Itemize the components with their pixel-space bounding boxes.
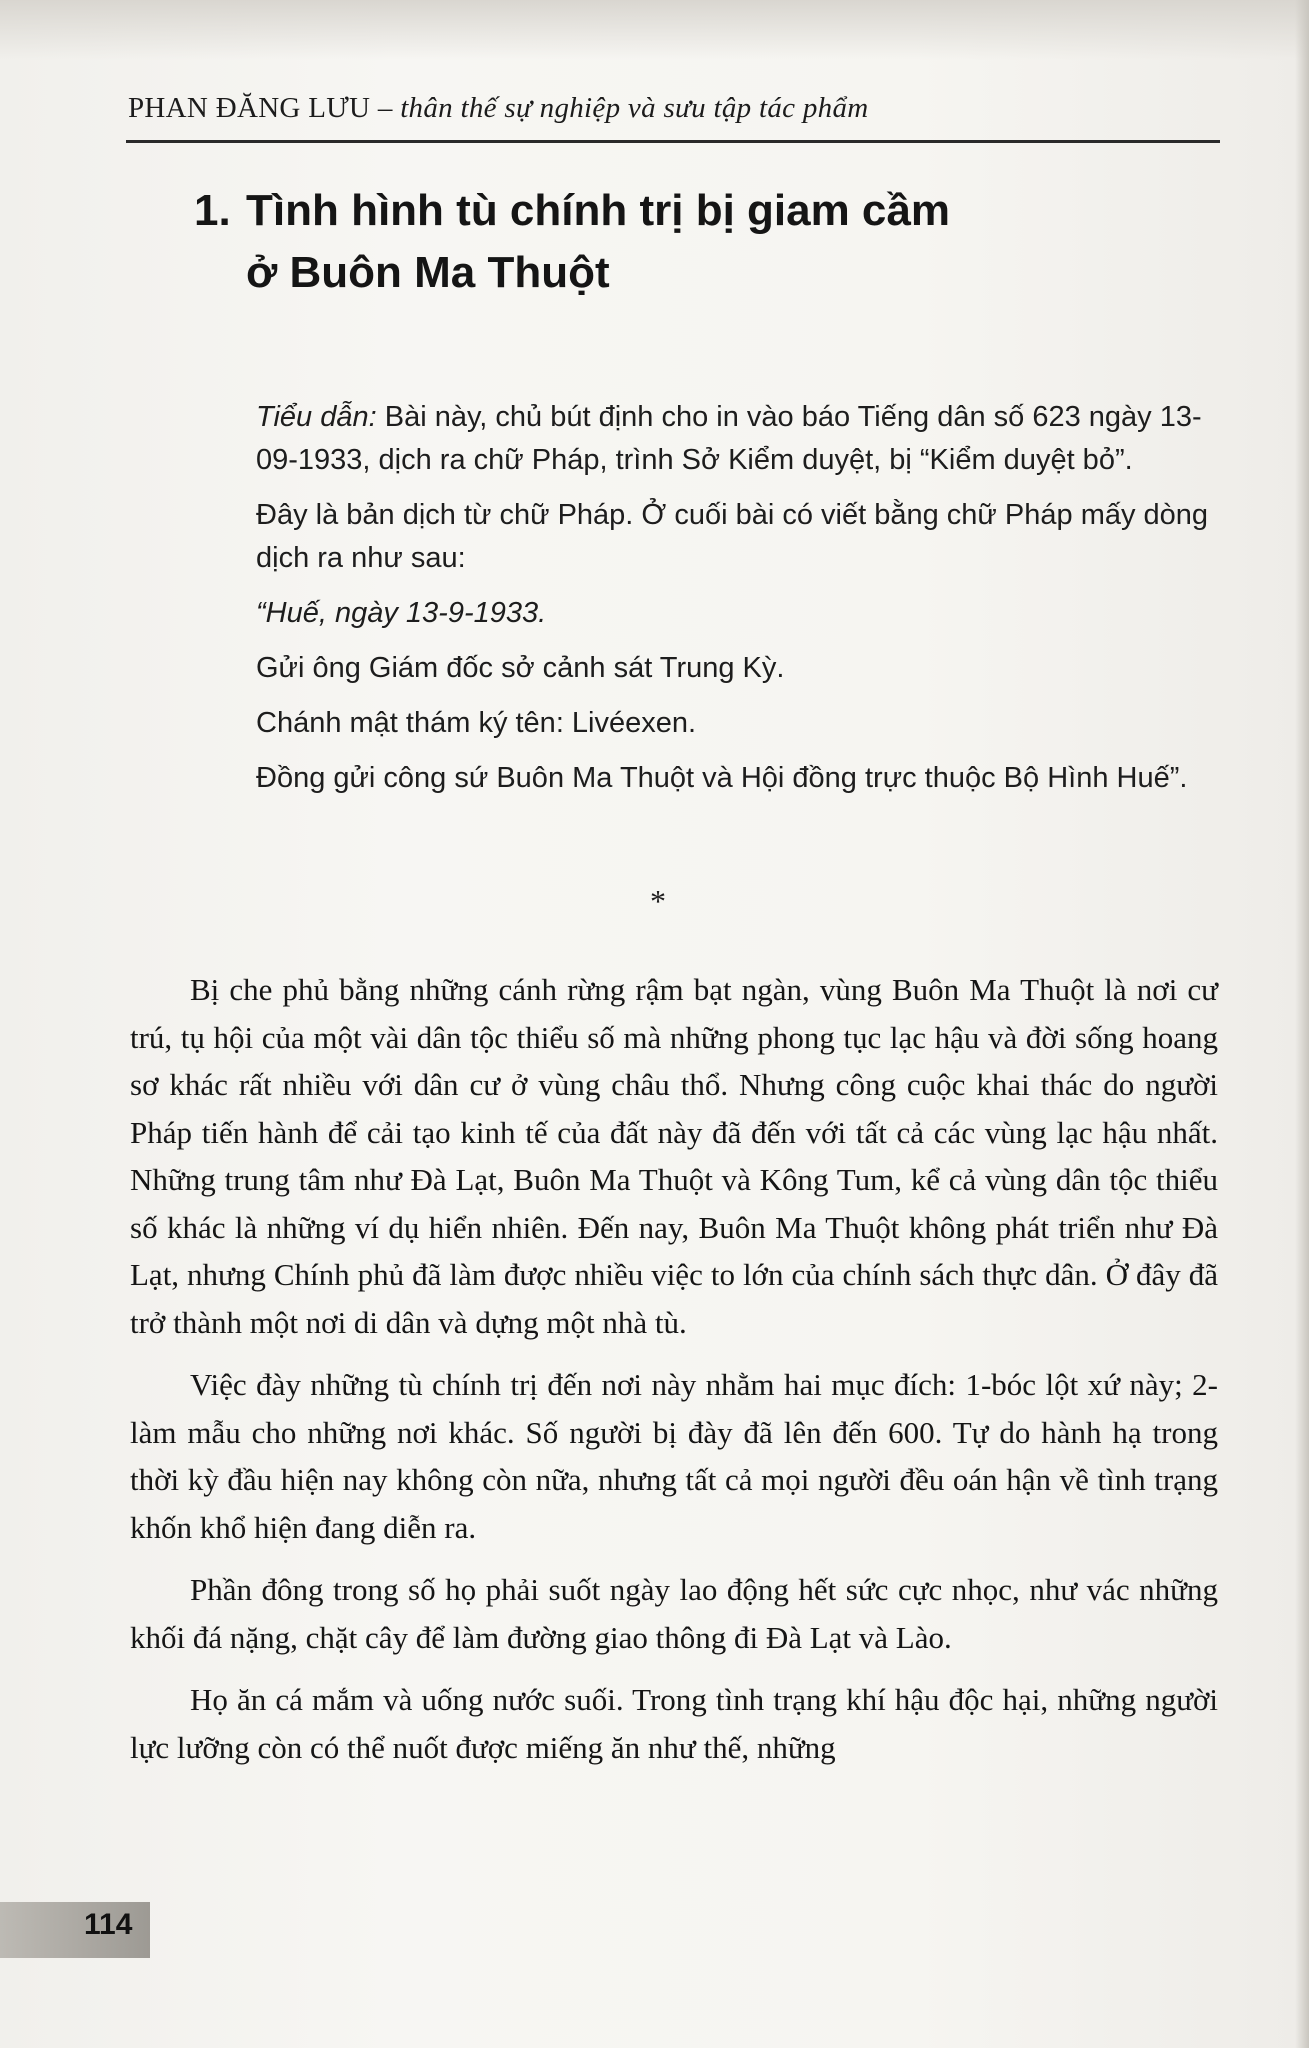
intro-paragraph-2: Đây là bản dịch từ chữ Pháp. Ở cuối bài có viết bằng chữ Pháp mấy dòng dịch ra như sau:	[256, 499, 1209, 574]
intro-paragraph-1	[256, 396, 1216, 482]
running-head-separator: –	[370, 92, 401, 124]
section-separator: *	[650, 883, 666, 919]
right-page-edge	[1295, 0, 1309, 2048]
page-number: 114	[84, 1908, 133, 1941]
body-paragraph-2: Việc đày những tù chính trị đến nơi này nhằm hai mục đích: 1-bóc lột xứ này; 2-làm mẫu cho những nơi khác. Số người bị đày đã lên đến 600. Tự do hành hạ trong thời kỳ đầu hiện nay không còn nữa, nhưng tất cả mọi người đều oán hận về tình trạng khốn khổ hiện đang diễn ra.	[130, 1367, 1218, 1545]
chapter-title-line2: ở Buôn Ma Thuột	[246, 248, 610, 297]
body-text	[130, 966, 1218, 1786]
body-paragraph-1: Bị che phủ bằng những cánh rừng rậm bạt ngàn, vùng Buôn Ma Thuột là nơi cư trú, tụ hội của một vài dân tộc thiểu số mà những phong tục lạc hậu và đời sống hoang sơ khác rất nhiều với dân cư ở vùng châu thổ. Nhưng công cuộc khai thác do người Pháp tiến hành để cải tạo kinh tế của đất này đã đến với tất cả các vùng lạc hậu nhất. Những trung tâm như Đà Lạt, Buôn Ma Thuột và Kông Tum, kể cả vùng dân tộc thiểu số khác là những ví dụ hiển nhiên. Đến nay, Buôn Ma Thuột không phát triển như Đà Lạt, nhưng Chính phủ đã làm được nhiều việc to lớn của chính sách thực dân. Ở đây đã trở thành một nơi di dân và dựng một nhà tù.	[130, 972, 1218, 1340]
running-head	[128, 92, 1218, 125]
body-paragraph-3: Phần đông trong số họ phải suốt ngày lao động hết sức cực nhọc, như vác những khối đá nặng, chặt cây để làm đường giao thông đi Đà Lạt và Lào.	[130, 1572, 1218, 1655]
intro-paragraph-6: Đồng gửi công sứ Buôn Ma Thuột và Hội đồng trực thuộc Bộ Hình Huế”.	[256, 762, 1188, 794]
intro-paragraph-4: Gửi ông Giám đốc sở cảnh sát Trung Kỳ.	[256, 652, 785, 684]
running-head-rule	[126, 140, 1220, 143]
intro-note	[256, 396, 1216, 812]
top-page-shadow	[0, 0, 1309, 60]
chapter-number: 1.	[194, 186, 231, 235]
chapter-title	[194, 180, 994, 304]
chapter-title-line1: Tình hình tù chính trị bị giam cầm	[246, 186, 950, 235]
body-paragraph-4: Họ ăn cá mắm và uống nước suối. Trong tình trạng khí hậu độc hại, những người lực lưỡng còn có thể nuốt được miếng ăn như thế, những	[130, 1682, 1218, 1765]
intro-paragraph-3: “Huế, ngày 13-9-1933.	[256, 597, 547, 629]
intro-label: Tiểu dẫn:	[256, 401, 377, 433]
running-head-author: PHAN ĐĂNG LƯU	[128, 92, 371, 124]
running-head-subtitle: thân thế sự nghiệp và sưu tập tác phẩm	[400, 92, 869, 124]
intro-paragraph-5: Chánh mật thám ký tên: Livéexen.	[256, 707, 697, 739]
intro-text-1: Bài này, chủ bút định cho in vào báo Tiếng dân số 623 ngày 13-09-1933, dịch ra chữ Pháp, trình Sở Kiểm duyệt, bị “Kiểm duyệt bỏ”.	[256, 401, 1202, 476]
